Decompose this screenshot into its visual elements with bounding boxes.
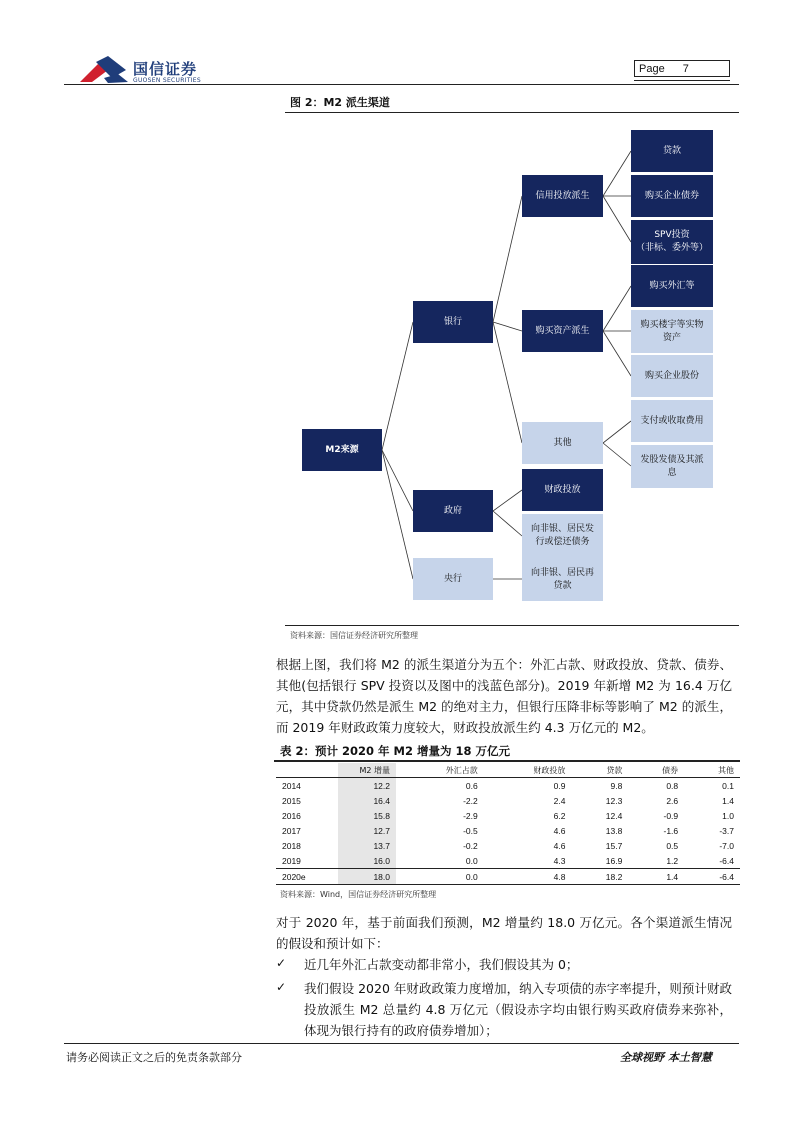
table-cell: 4.6: [553, 825, 566, 836]
table-cell: -3.7: [719, 825, 734, 836]
table-cell: 18.2: [571, 869, 628, 885]
node-corp-share: 购买企业股份: [631, 355, 713, 397]
node-central-bank: 央行: [413, 558, 493, 600]
table-cell: 1.4: [722, 795, 734, 806]
table-header-cell: [276, 763, 338, 778]
page-label: Page: [639, 63, 665, 75]
node-government: 政府: [413, 490, 493, 532]
table-cell: 1.2: [666, 855, 679, 866]
table-header-cell: 外汇占款: [396, 763, 484, 778]
check-icon: ✓: [276, 956, 287, 970]
table-cell: -2.2: [463, 795, 478, 806]
node-loan: 贷款: [631, 130, 713, 172]
table-cell: -0.5: [463, 825, 478, 836]
figure-title: 图 2：M2 派生渠道: [290, 96, 390, 109]
table-cell: 0.0: [465, 855, 478, 866]
node-fiscal: 财政投放: [522, 469, 603, 511]
table-cell: 1.0: [722, 810, 734, 821]
table-cell: 16.4: [338, 793, 396, 808]
table-cell: 0.5: [666, 840, 679, 851]
table-row-forecast: [276, 869, 740, 885]
table-cell: 12.2: [338, 778, 396, 794]
table-row: [276, 838, 740, 853]
table-cell: 9.8: [610, 780, 623, 791]
node-fx: 购买外汇等: [631, 265, 713, 307]
node-bank: 银行: [413, 301, 493, 343]
table-cell: 2017: [282, 825, 301, 836]
node-issue-bond: 发股发债及其派 息: [631, 445, 713, 488]
table-cell: 2016: [282, 810, 301, 821]
assumption-item: 我们假设 2020 年财政政策力度增加，纳入专项债的赤字率提升，则预计财政投放派生 M2 总量约 4.8 万亿元（假设赤字均由银行购买政府债券来弥补，体现为银行持有的政府债券增加）；: [304, 981, 732, 1038]
table-cell: 0.1: [722, 780, 734, 791]
paragraph-assumptions: 对于 2020 年，基于前面我们预测，M2 增量约 18.0 万亿元。各个渠道派生情况的假设和预计如下：: [276, 915, 732, 951]
check-icon: ✓: [276, 980, 287, 994]
table-cell: 2015: [282, 795, 301, 806]
table-row: [276, 808, 740, 823]
table-cell: -1.6: [663, 825, 679, 836]
table-cell: 16.0: [338, 853, 396, 869]
figure-rule-bottom: [285, 625, 739, 626]
table-cell: 2018: [282, 840, 301, 851]
m2-forecast-table: [276, 763, 740, 885]
table-cell: -7.0: [719, 840, 734, 851]
footer-slogan: 全球视野 本土智慧: [620, 1051, 712, 1064]
table-cell: 12.3: [605, 795, 623, 806]
table-cell: 4.6: [553, 840, 566, 851]
assumption-item: 近几年外汇占款变动都非常小，我们假设其为 0；: [304, 957, 579, 972]
table-cell: 0.6: [465, 780, 478, 791]
table-header-cell: 债券: [628, 763, 684, 778]
table-cell: -6.4: [684, 869, 740, 885]
table-row: [276, 853, 740, 869]
table-source: 资料来源：Wind，国信证券经济研究所整理: [280, 890, 437, 899]
table-cell: 18.0: [338, 869, 396, 885]
table-cell: -0.9: [663, 810, 679, 821]
figure-source: 资料来源：国信证券经济研究所整理: [290, 631, 418, 640]
table-cell: -2.9: [463, 810, 478, 821]
table-cell: 16.9: [605, 855, 623, 866]
logo-text: 国信证券: [133, 60, 198, 78]
table-cell: 4.3: [553, 855, 566, 866]
table-cell: -0.2: [463, 840, 478, 851]
node-asset: 购买资产派生: [522, 310, 603, 352]
table-cell: -6.4: [719, 855, 734, 866]
table-row: [276, 823, 740, 838]
paragraph-channels: 根据上图，我们将 M2 的派生渠道分为五个：外汇占款、财政投放、贷款、债券、其他(包括银行 SPV 投资以及图中的浅蓝色部分)。2019 年新增 M2 为 16.4 万亿元，其中贷款仍然是派生 M2 的绝对主力，但银行压降非标等影响了 M2 的派生，而 2019 年财政政策力度较大，财政投放派生约 4.3 万亿元的 M2。: [276, 657, 732, 735]
table-header-row: [276, 763, 740, 778]
table-cell: 2.4: [553, 795, 566, 806]
node-central-nonbank: 向非银、居民再 贷款: [522, 558, 603, 601]
table-cell: 12.7: [338, 823, 396, 838]
node-fee: 支付或收取费用: [631, 400, 713, 442]
table-cell: 2.6: [666, 795, 679, 806]
node-credit: 信用投放派生: [522, 175, 603, 217]
table-header-cell: 其他: [684, 763, 740, 778]
table-cell: 0.0: [396, 869, 484, 885]
table-cell: 1.4: [628, 869, 684, 885]
node-real-asset: 购买楼宇等实物 资产: [631, 310, 713, 353]
table-header-cell: 财政投放: [484, 763, 572, 778]
table-cell: 13.8: [605, 825, 623, 836]
table-cell: 0.8: [666, 780, 679, 791]
node-corp-bond: 购买企业债券: [631, 175, 713, 217]
table-cell: 2014: [282, 780, 301, 791]
table-cell: 13.7: [338, 838, 396, 853]
page-number: 7: [682, 63, 689, 75]
table-cell: 15.7: [605, 840, 623, 851]
table-cell: 12.4: [605, 810, 623, 821]
table-row: [276, 778, 740, 794]
table-row: [276, 793, 740, 808]
table-cell: 0.9: [553, 780, 566, 791]
table-header-cell: 贷款: [571, 763, 628, 778]
node-m2-source: M2来源: [302, 429, 382, 471]
table-cell: 4.8: [484, 869, 572, 885]
node-spv: SPV投资 （非标、委外等）: [631, 220, 713, 264]
table-cell: 2019: [282, 855, 301, 866]
footer-disclaimer: 请务必阅读正文之后的免责条款部分: [66, 1051, 242, 1064]
table-cell: 2020e: [276, 869, 338, 885]
node-gov-nonbank: 向非银、居民发 行或偿还债务: [522, 514, 603, 558]
table-header-cell: M2 增量: [338, 763, 396, 778]
table-cell: 15.8: [338, 808, 396, 823]
node-other: 其他: [522, 422, 603, 464]
table-cell: 6.2: [553, 810, 566, 821]
table-rule-top: [274, 760, 740, 762]
table-title: 表 2：预计 2020 年 M2 增量为 18 万亿元: [280, 744, 510, 758]
footer-rule: [64, 1043, 739, 1044]
logo-subtext: GUOSEN SECURITIES: [133, 77, 202, 84]
